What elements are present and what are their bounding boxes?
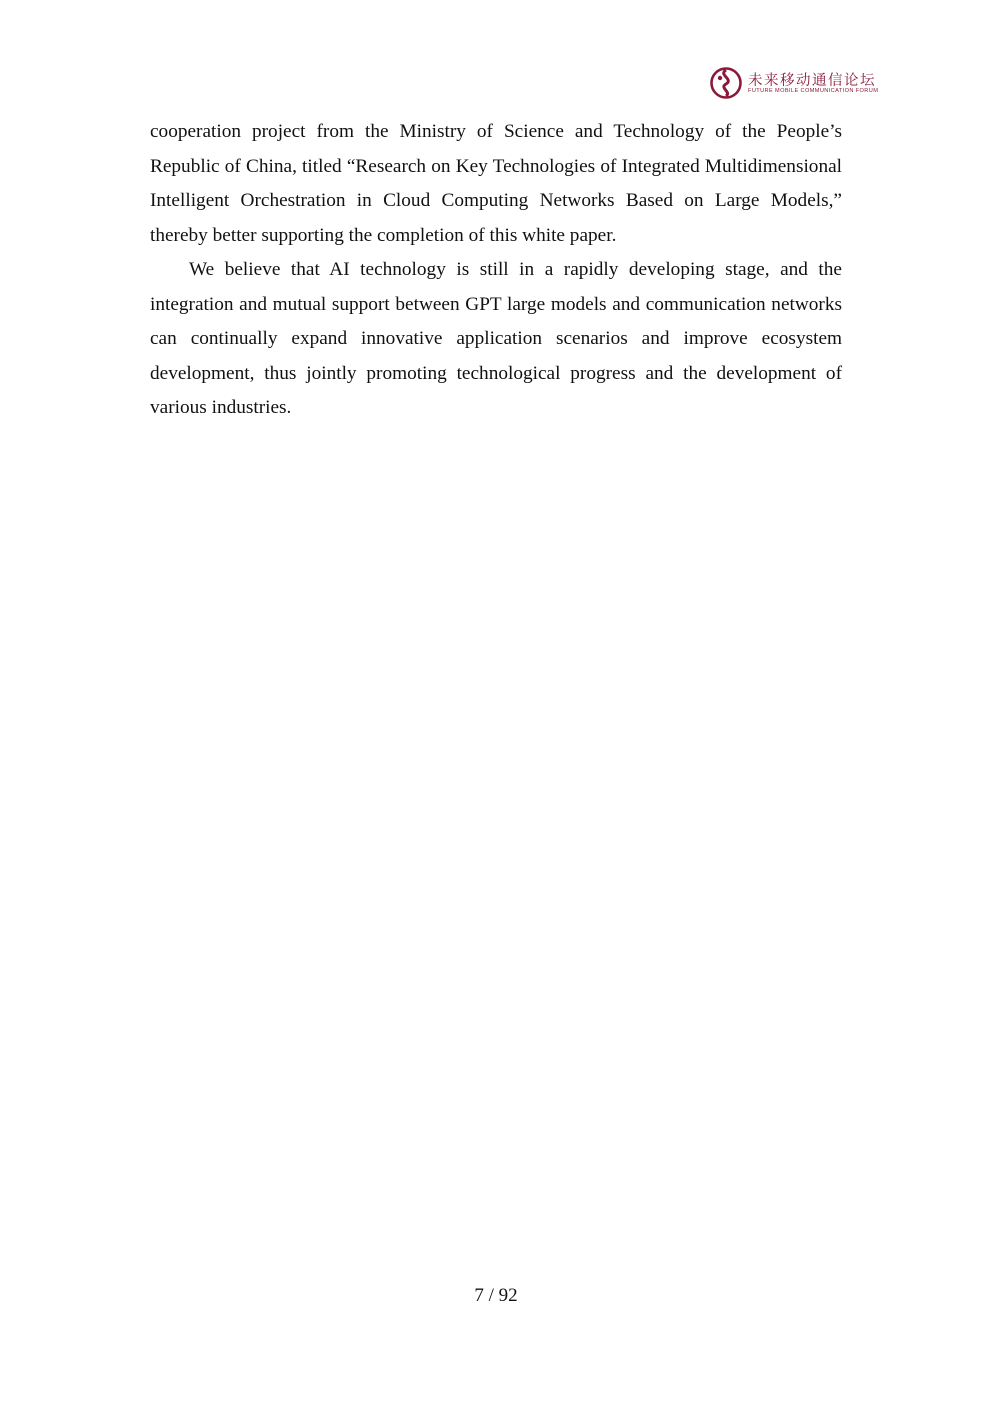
paragraph-2: We believe that AI technology is still in a rapidly developing stage, and the integration and mutual support between GPT large models and communication networks can continually expand innovative application scenarios and improve ecosystem development, thus jointly promoting technological progress and the development of various industries. [150,259,842,418]
document-body [150,115,842,426]
header-logo [709,66,877,100]
page-number: 7 / 92 [474,1285,518,1306]
logo-english-name: FUTURE MOBILE COMMUNICATION FORUM [748,88,879,94]
fumofo-logo-icon [709,66,743,100]
paragraph-1: cooperation project from the Ministry of Science and Technology of the People’s Republic of China, titled “Research on Key Technologies of Integrated Multidimensional Intelligent Orchestration in Cloud Computing Networks Based on Large Models,” thereby better supporting the completion of this white paper. [150,121,842,246]
logo-chinese-name: 未来移动通信论坛 [748,73,876,89]
